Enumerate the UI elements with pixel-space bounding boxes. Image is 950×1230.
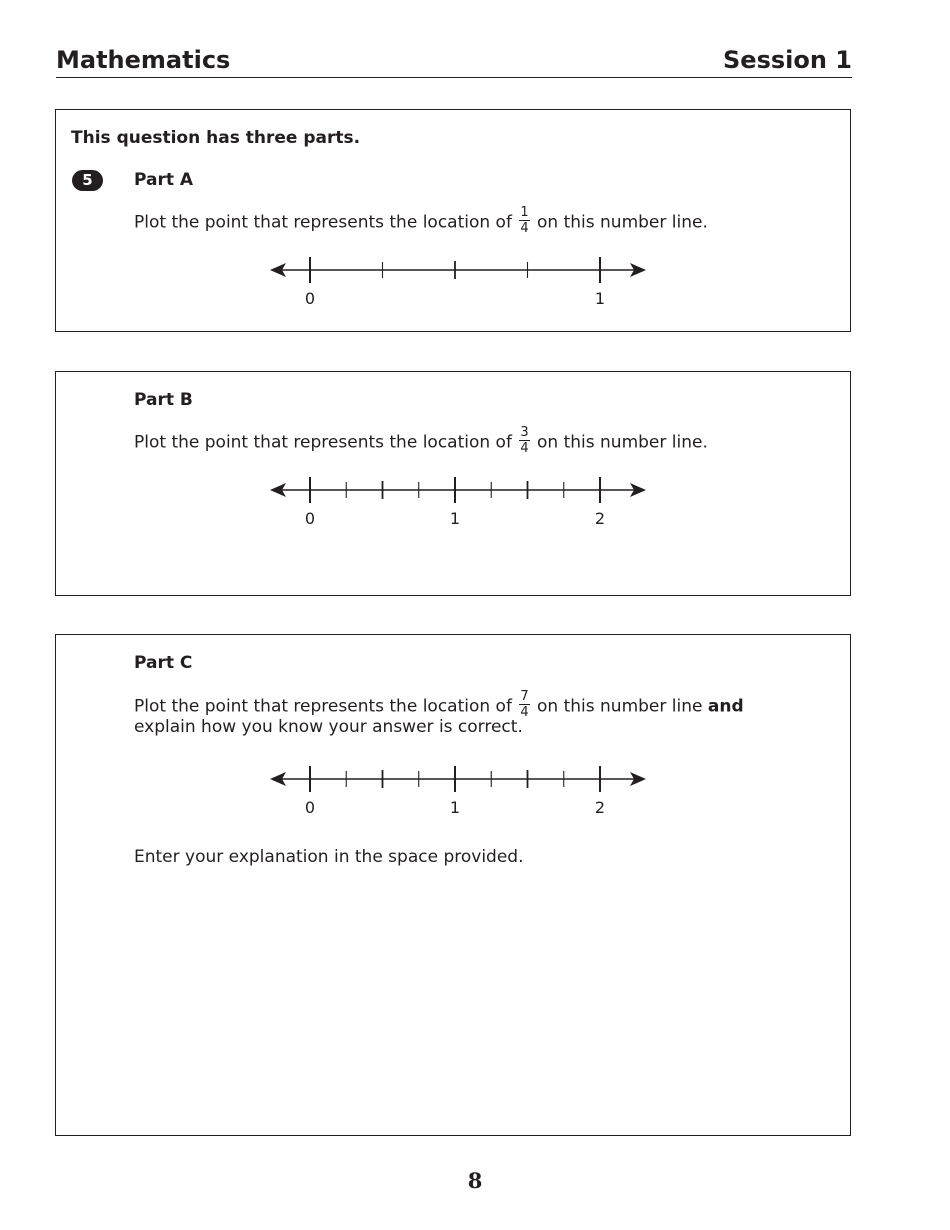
part-a-prompt-start: Plot the point that represents the location of — [134, 212, 512, 233]
part-c-label: Part C — [134, 653, 193, 673]
part-a-fraction — [519, 206, 529, 235]
fraction-numerator: 7 — [520, 689, 529, 704]
question-number-badge: 5 — [72, 170, 103, 191]
tick-label: 1 — [449, 509, 461, 528]
fraction-denominator: 4 — [520, 221, 529, 236]
part-b-fraction — [519, 426, 529, 455]
part-b-number-line[interactable] — [268, 472, 648, 532]
page-header — [56, 44, 852, 78]
part-a-prompt — [134, 205, 708, 237]
tick-label: 0 — [304, 798, 316, 817]
part-b-prompt — [134, 425, 708, 457]
fraction-denominator: 4 — [520, 441, 529, 456]
tick-label: 1 — [449, 798, 461, 817]
page-number: 8 — [467, 1168, 483, 1193]
subject-title: Mathematics — [56, 46, 231, 74]
fraction-denominator: 4 — [520, 705, 529, 720]
part-c-prompt-bold: and — [707, 696, 744, 717]
question-intro: This question has three parts. — [71, 128, 361, 148]
part-a-label: Part A — [134, 170, 194, 190]
part-a-prompt-end: on this number line. — [537, 212, 708, 233]
part-c-fraction — [519, 690, 529, 719]
tick-label: 0 — [304, 509, 316, 528]
session-title: Session 1 — [723, 46, 852, 74]
fraction-numerator: 3 — [520, 425, 529, 440]
tick-label: 0 — [304, 289, 316, 308]
part-a-box — [55, 109, 851, 332]
part-c-number-line[interactable] — [268, 761, 648, 821]
part-c-prompt-line2: explain how you know your answer is correct. — [134, 717, 523, 737]
part-c-prompt-end: on this number line — [537, 696, 703, 717]
tick-label: 1 — [594, 289, 606, 308]
part-a-number-line[interactable] — [268, 252, 648, 312]
part-b-label: Part B — [134, 390, 193, 410]
tick-label: 2 — [594, 798, 606, 817]
part-b-prompt-start: Plot the point that represents the location of — [134, 432, 512, 453]
part-b-box — [55, 371, 851, 596]
tick-label: 2 — [594, 509, 606, 528]
part-b-prompt-end: on this number line. — [537, 432, 708, 453]
part-c-box — [55, 634, 851, 1136]
part-c-prompt-start: Plot the point that represents the location of — [134, 696, 512, 717]
fraction-numerator: 1 — [520, 205, 529, 220]
answer-instruction: Enter your explanation in the space provided. — [134, 847, 524, 867]
